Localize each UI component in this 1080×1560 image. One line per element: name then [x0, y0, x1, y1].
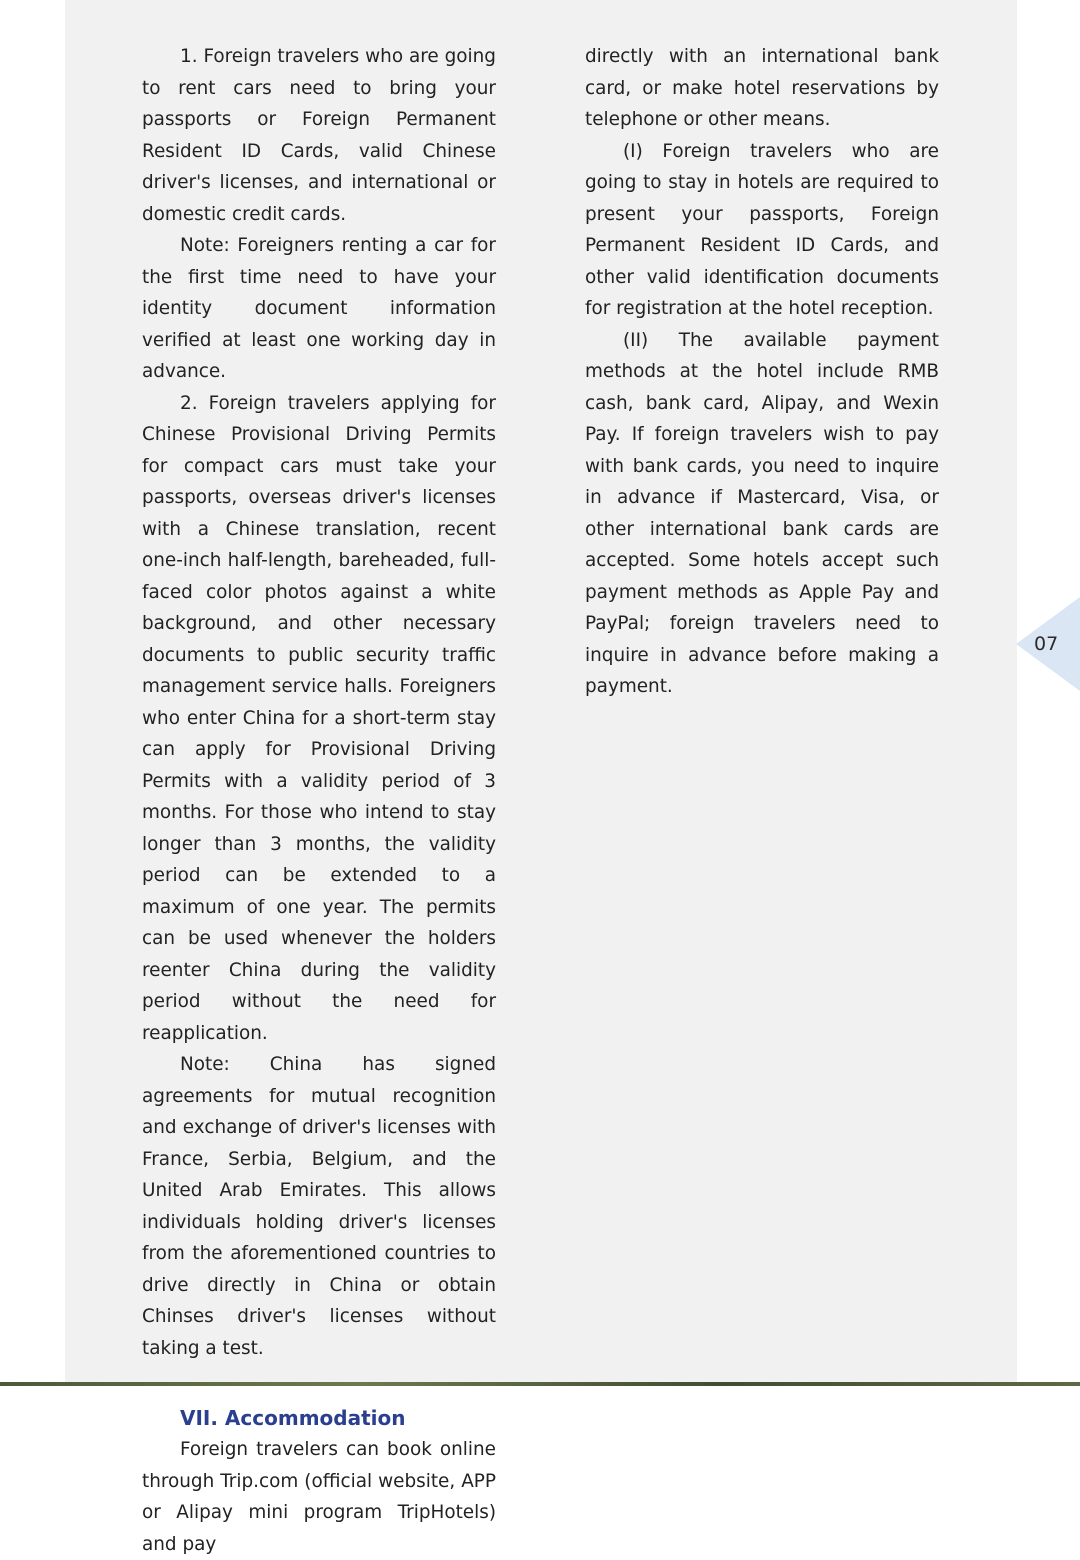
paragraph-accommodation-booking: Foreign travelers can book online through Trip.com (official website, APP or Alipay mini program TripHotels) and pay — [142, 1439, 496, 1555]
paragraph-hotel-payment-methods: (II) The available payment methods at the hotel include RMB cash, bank card, Alipay, and Wexin Pay. If foreign travelers wish to pay with bank cards, you need to inquire in advance if Mastercard, Visa, or other international bank cards are accepted. Some hotels accept such payment methods as Apple Pay and PayPal; foreign travelers need to inquire in advance before making a payment. — [585, 329, 939, 697]
section-heading-accommodation: VII. Accommodation — [180, 1406, 406, 1430]
paragraph-car-rental-note: Note: Foreigners renting a car for the first time need to have your identity document information verified at least one working day in advance. — [142, 235, 496, 382]
paragraph-provisional-driving-permits: 2. Foreign travelers applying for Chinese Provisional Driving Permits for compact cars must take your passports, overseas driver's licenses with a Chinese translation, recent one-inch half-length, bareheaded, full-faced color photos against a white background, and other necessary documents to public security traffic management service halls. Foreigners who enter China for a short-term stay can apply for Provisional Driving Permits with a validity period of 3 months. For those who intend to stay longer than 3 months, the validity period can be extended to a maximum of one year. The permits can be used whenever the holders reenter China during the validity period without the need for reapplication. — [142, 392, 496, 1044]
paragraph-accommodation-booking-continued: directly with an international bank card, or make hotel reservations by telephone or other means. — [585, 46, 939, 130]
left-column — [142, 41, 496, 1560]
page-number: 07 — [1034, 633, 1059, 655]
bottom-photo-strip — [0, 1382, 1080, 1386]
paragraph-license-agreements-note: Note: China has signed agreements for mutual recognition and exchange of driver's licenses with France, Serbia, Belgium, and the United Arab Emirates. This allows individuals holding driver's licenses from the aforementioned countries to drive directly in China or obtain Chinses driver's licenses without taking a test. — [142, 1054, 496, 1359]
right-column — [585, 41, 939, 703]
paragraph-car-rental-requirements: 1. Foreign travelers who are going to rent cars need to bring your passports or Foreign Permanent Resident ID Cards, valid Chinese driver's licenses, and international or domestic credit cards. — [142, 46, 496, 225]
paragraph-hotel-registration: (I) Foreign travelers who are going to stay in hotels are required to present your passports, Foreign Permanent Resident ID Cards, and other valid identification documents for registration at the hotel reception. — [585, 140, 939, 319]
